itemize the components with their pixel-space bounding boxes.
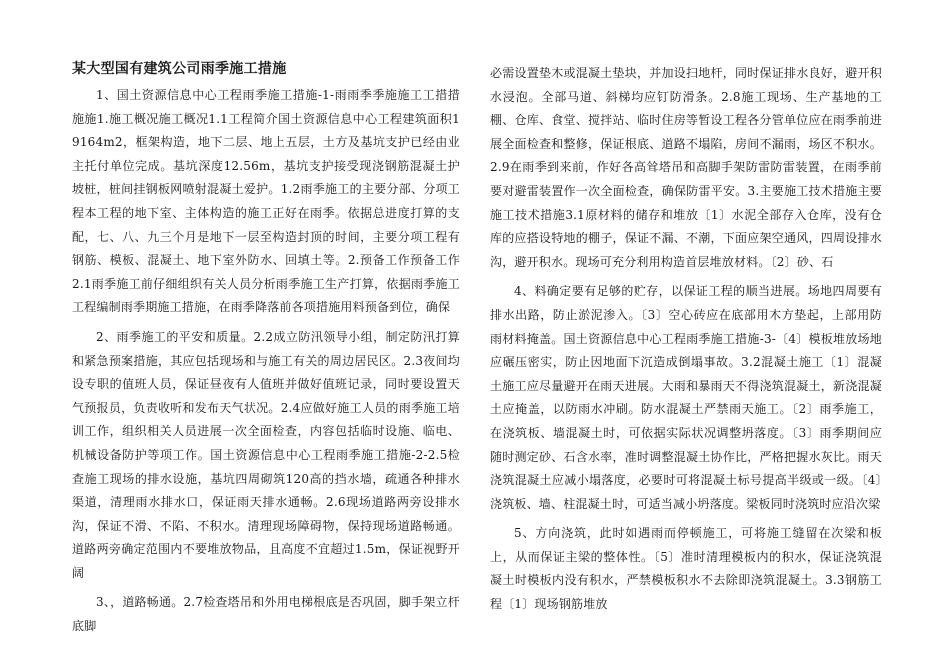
paragraph-1: 1、国土资源信息中心工程雨季施工措施-1-雨雨季季施施工工措措施施1.施工概况施工概况1.1工程简介国土资源信息中心工程建筑面积19164m2，框架构造，地下二层、地上五层，土方及基坑支护已经由业主托付单位完成。基坑深度12.56m，基坑支护接受现浇钢筋混凝土护坡桩，桩间挂钢板网喷射混凝土爱护。1.2雨季施工的主要分部、分项工程本工程的地下室、主体构造的施工正好在雨季。依据总进度打算的支配，七、八、九三个月是地下一层至构造封顶的时间，主要分项工程有钢筋、模板、混凝土、地下室外防水、回填土等。2.预备工作预备工作2.1雨季施工前仔细组织有关人员分析雨季施工生产打算，依据雨季施工工程编制雨季期施工措施，在雨季降落前各项措施用料预备到位，确保 bbox=[72, 88, 460, 315]
left-column bbox=[72, 58, 460, 645]
document-title: 某大型国有建筑公司雨季施工措施 bbox=[72, 61, 287, 77]
paragraph-continued: 必需设置垫木或混凝土垫块，并加设扫地杆，同时保证排水良好，避开积水浸泡。全部马道、斜梯均应钉防滑条。2.8施工现场、生产基地的工棚、仓库、食堂、搅拌站、临时住房等暂设工程各分管单位应在雨季前进展全面检查和整修，保证根底、道路不塌陷，房间不漏雨，场区不积水。2.9在雨季到来前，作好各高耸塔吊和高脚手架防雷防雷装置，在雨季前要对避雷装置作一次全面检查，确保防雷平安。3.主要施工技术措施主要施工技术措施3.1原材料的储存和堆放〔1〕水泥全部存入仓库，没有仓库的应搭设特地的棚子，保证不漏、不潮，下面应架空通风，四周设排水沟，避开积水。现场可充分利用构造首层堆放材料。〔2〕砂、石 bbox=[490, 66, 882, 269]
paragraph-2: 2、雨季施工的平安和质量。2.2成立防汛领导小组，制定防汛打算和紧急预案措施，其应包括现场和与施工有关的周边居民区。2.3夜间均设专职的值班人员，保证昼夜有人值班并做好值班记录，同时要设置天气预报员，负责收听和发布天气状况。2.4应做好施工人员的雨季施工培训工作，组织相关人员进展一次全面检查，内容包括临时设施、临电、机械设备防护等项工作。国土资源信息中心工程雨季施工措施-2-2.5检查施工现场的排水设施，基坑四周砌筑120高的挡水墙，疏通各种排水渠道，清理雨水排水口，保证雨天排水通畅。2.6现场道路两旁设排水沟，保证不滑、不陷、不积水。清理现场障碍物，保持现场道路畅通。道路两旁确定范围内不要堆放物品，且高度不宜超过1.5m，保证视野开阔 bbox=[72, 329, 460, 580]
right-column bbox=[490, 62, 882, 623]
paragraph-3: 3、，道路畅通。2.7检查塔吊和外用电梯根底是否巩固，脚手架立杆底脚 bbox=[72, 595, 460, 634]
paragraph-4: 4、料确定要有足够的贮存，以保证工程的顺当进展。场地四周要有排水出路，防止淤泥渗入。〔3〕空心砖应在底部用木方垫起，上部用防雨材料掩盖。国土资源信息中心工程雨季施工措施-3-〔4〕模板堆放场地应碾压密实，防止因地面下沉造成倒塌事故。3.2混凝土施工〔1〕混凝土施工应尽量避开在雨天进展。大雨和暴雨天不得浇筑混凝土，新浇混凝土应掩盖，以防雨水冲刷。防水混凝土严禁雨天施工。〔2〕雨季施工，在浇筑板、墙混凝土时，可依据实际状况调整坍落度。〔3〕雨季期间应随时测定砂、石含水率，准时调整混凝土协作比，严格把握水灰比。雨天浇筑混凝土应减小塌落度，必要时可将混凝土标号提高半级或一级。〔4〕浇筑板、墙、柱混凝土时，可适当减小坍落度。梁板同时浇筑时应沿次梁 bbox=[490, 284, 882, 511]
paragraph-5: 5、方向浇筑，此时如遇雨而停顿施工，可将施工缝留在次梁和板上，从而保证主梁的整体性。〔5〕准时清理模板内的积水，保证浇筑混凝土时模板内没有积水，严禁模板积水不去除即浇筑混凝土。3.3钢筋工程〔1〕现场钢筋堆放 bbox=[490, 526, 882, 612]
